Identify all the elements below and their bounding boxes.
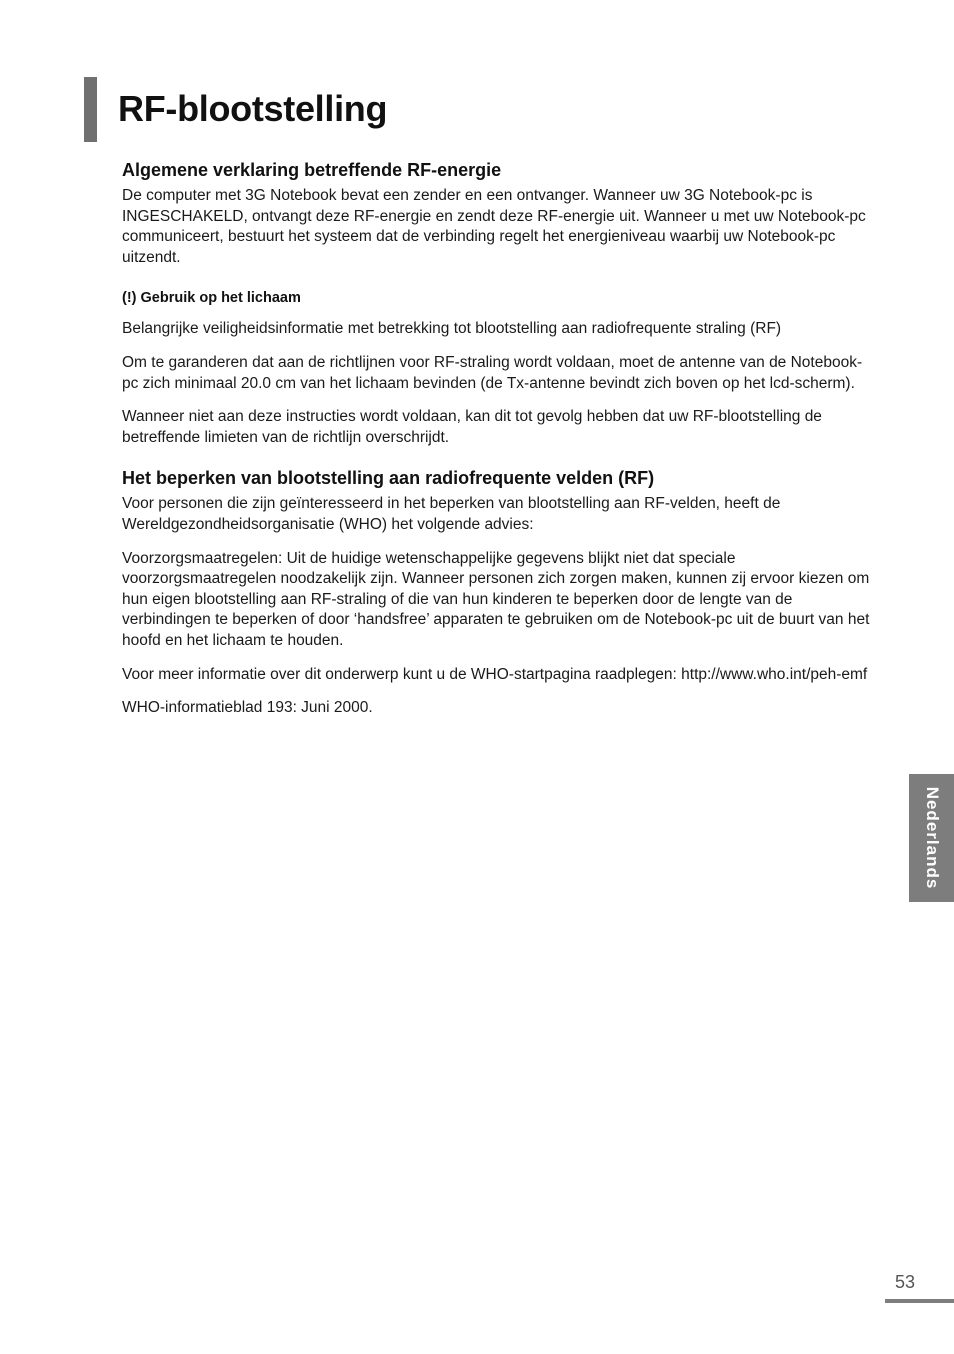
- language-side-tab: [909, 774, 954, 902]
- title-accent-bar: [84, 77, 97, 142]
- language-label: Nederlands: [922, 786, 942, 890]
- paragraph-more-info: Voor meer informatie over dit onderwerp kunt u de WHO-startpagina raadplegen: http://www.who.int/peh-emf: [122, 665, 868, 683]
- paragraph-intro: De computer met 3G Notebook bevat een zender en een ontvanger. Wanneer uw 3G Notebook-pc is INGESCHAKELD, ontvangt deze RF-energie en zendt deze RF-energie uit. Wanneer u met uw Notebook-pc communiceert, bestuurt het systeem dat de verbinding regelt het energieniveau waarbij uw Notebook-pc uitzendt.: [122, 187, 866, 266]
- paragraph-safety-info: Belangrijke veiligheidsinformatie met betrekking tot blootstelling aan radiofrequente straling (RF): [122, 320, 782, 338]
- subheading-body-use: (!) Gebruik op het lichaam: [122, 290, 301, 307]
- page-number-rule: [885, 1299, 954, 1303]
- section-heading-rf-energy: Algemene verklaring betreffende RF-energie: [122, 160, 502, 180]
- paragraph-fact-sheet: WHO-informatieblad 193: Juni 2000.: [122, 699, 373, 717]
- page-title: RF-blootstelling: [118, 88, 388, 129]
- paragraph-precautions: Voorzorgsmaatregelen: Uit de huidige wetenschappelijke gegevens blijkt niet dat speciale voorzorgsmaatregelen noodzakelijk zijn. Wanneer personen zich zorgen maken, kunnen zij ervoor kiezen om hun eigen blootstelling aan RF-straling of die van hun kinderen te beperken door de lengte van de verbindingen te beperken of door ‘handsfree’ apparaten te gebruiken om de Notebook-pc uit de buurt van het hoofd en het lichaam te houden.: [122, 549, 870, 649]
- paragraph-who-advice: Voor personen die zijn geïnteresseerd in het beperken van blootstelling aan RF-velden, heeft de Wereldgezondheidsorganisatie (WHO) het volgende advies:: [122, 495, 781, 533]
- section-heading-limit-exposure: Het beperken van blootstelling aan radiofrequente velden (RF): [122, 468, 655, 489]
- page-number: 53: [894, 1272, 916, 1292]
- paragraph-antenna-distance: Om te garanderen dat aan de richtlijnen voor RF-straling wordt voldaan, moet de antenne van de Notebook-pc zich minimaal 20.0 cm van het lichaam bevinden (de Tx-antenne bevindt zich boven op het lcd-scherm).: [122, 353, 863, 392]
- page-content: [122, 160, 874, 732]
- paragraph-noncompliance: Wanneer niet aan deze instructies wordt voldaan, kan dit tot gevolg hebben dat uw RF-blootstelling de betreffende limieten van de richtlijn overschrijdt.: [122, 408, 822, 446]
